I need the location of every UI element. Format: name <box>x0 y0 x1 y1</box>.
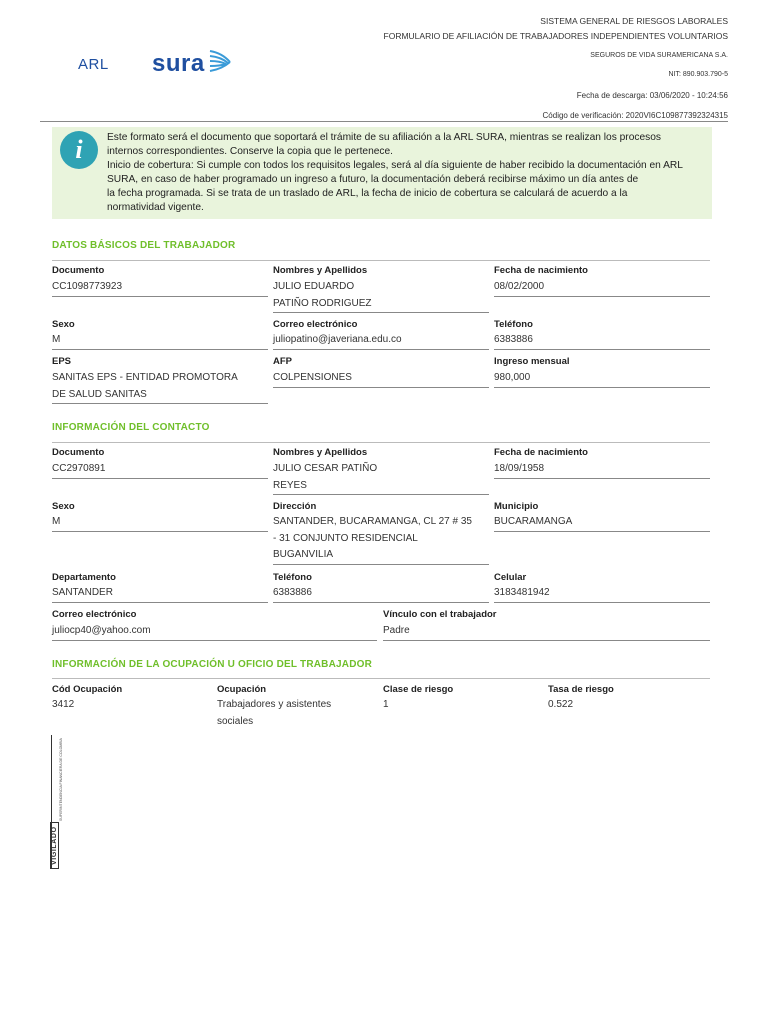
contact-departamento-value: SANTANDER <box>52 585 268 603</box>
contact-nacimiento-label: Fecha de nacimiento <box>494 447 588 458</box>
contact-telefono-label: Teléfono <box>273 572 312 583</box>
occupation-clase-label: Clase de riesgo <box>383 684 454 695</box>
vigilado-text: VIGILADO <box>50 822 59 869</box>
contact-direccion-label: Dirección <box>273 501 317 512</box>
contact-nacimiento-value: 18/09/1958 <box>494 461 710 479</box>
occupation-tasa-value: 0.522 <box>548 699 574 710</box>
contact-section-title: INFORMACIÓN DEL CONTACTO <box>52 422 210 433</box>
header-verification-code: Código de verificación: 2020VI6C109877392324315 <box>542 111 728 120</box>
worker-afp-value: COLPENSIONES <box>273 370 489 388</box>
worker-section-title: DATOS BÁSICOS DEL TRABAJADOR <box>52 240 236 251</box>
contact-departamento-label: Departamento <box>52 572 116 583</box>
worker-documento-value: CC1098773923 <box>52 279 268 297</box>
worker-correo-label: Correo electrónico <box>273 319 358 330</box>
arl-sura-logo <box>52 40 272 90</box>
logo-arl-text: ARL <box>78 56 109 73</box>
contact-celular-value: 3183481942 <box>494 585 710 603</box>
header-system-title: SISTEMA GENERAL DE RIESGOS LABORALES <box>540 16 728 26</box>
contact-sexo-value: M <box>52 514 268 532</box>
header-download-date: Fecha de descarga: 03/06/2020 - 10:24:56 <box>576 91 728 100</box>
contact-nombres-value: JULIO CESAR PATIÑO REYES <box>273 461 489 495</box>
worker-sexo-label: Sexo <box>52 319 75 330</box>
contact-vinculo-value: Padre <box>383 623 710 641</box>
worker-nacimiento-label: Fecha de nacimiento <box>494 265 588 276</box>
header-form-title: FORMULARIO DE AFILIACIÓN DE TRABAJADORES INDEPENDIENTES VOLUNTARIOS <box>383 31 728 41</box>
notice-line: SURA, en caso de haber programado un ingreso a futuro, la documentación deberá recibirse máximo un día antes de <box>107 173 639 185</box>
occupation-section-divider <box>52 678 710 679</box>
worker-nombres-label: Nombres y Apellidos <box>273 265 368 276</box>
notice-line: Este formato será el documento que soportará el trámite de su afiliación a la ARL SURA, mientras se realizan los procesos <box>107 132 661 143</box>
worker-ingreso-label: Ingreso mensual <box>494 356 570 367</box>
worker-correo-value: juliopatino@javeriana.edu.co <box>273 332 489 350</box>
contact-documento-label: Documento <box>52 447 105 458</box>
occupation-section-title: INFORMACIÓN DE LA OCUPACIÓN U OFICIO DEL TRABAJADOR <box>52 659 373 670</box>
contact-vinculo-label: Vínculo con el trabajador <box>383 609 497 620</box>
contact-sexo-label: Sexo <box>52 501 75 512</box>
header-divider <box>40 121 728 122</box>
logo-sura-text: sura <box>152 50 205 77</box>
contact-direccion-value: SANTANDER, BUCARAMANGA, CL 27 # 35 - 31 CONJUNTO RESIDENCIAL BUGANVILIA <box>273 514 489 565</box>
vigilado-stamp <box>47 735 67 871</box>
worker-documento-label: Documento <box>52 265 105 276</box>
header-company: SEGUROS DE VIDA SURAMERICANA S.A. <box>590 52 728 59</box>
notice-box <box>52 127 712 219</box>
worker-telefono-label: Teléfono <box>494 319 533 330</box>
notice-text <box>107 131 707 214</box>
worker-nacimiento-value: 08/02/2000 <box>494 279 710 297</box>
occupation-ocupacion-value: Trabajadores y asistentes sociales <box>217 699 332 727</box>
contact-municipio-value: BUCARAMANGA <box>494 514 710 532</box>
occupation-clase-value: 1 <box>383 699 389 710</box>
contact-correo-label: Correo electrónico <box>52 609 137 620</box>
sura-swoosh-icon <box>208 47 234 77</box>
worker-sexo-value: M <box>52 332 268 350</box>
notice-line: normatividad vigente. <box>107 201 204 213</box>
worker-ingreso-value: 980,000 <box>494 370 710 388</box>
contact-municipio-label: Municipio <box>494 501 539 512</box>
notice-line: la fecha programada. Si se trata de un traslado de ARL, la fecha de inicio de cobertura se calculará de acuerdo a la <box>107 187 628 199</box>
worker-eps-value: SANITAS EPS - ENTIDAD PROMOTORA DE SALUD SANITAS <box>52 370 268 404</box>
info-icon: i <box>60 131 98 169</box>
occupation-cod-label: Cód Ocupación <box>52 684 123 695</box>
worker-telefono-value: 6383886 <box>494 332 710 350</box>
contact-telefono-value: 6383886 <box>273 585 489 603</box>
contact-correo-value: juliocp40@yahoo.com <box>52 623 377 641</box>
contact-documento-value: CC2970891 <box>52 461 268 479</box>
contact-celular-label: Celular <box>494 572 527 583</box>
contact-section-divider <box>52 442 710 443</box>
worker-section-divider <box>52 260 710 261</box>
header-nit: NIT: 890.903.790-5 <box>668 71 728 78</box>
worker-nombres-value: JULIO EDUARDO PATIÑO RODRIGUEZ <box>273 279 489 313</box>
notice-line: Inicio de cobertura: Si cumple con todos los requisitos legales, será al día siguiente de haber recibido la documentación en ARL <box>107 159 683 171</box>
vigilado-superintendencia: SUPERINTENDENCIA FINANCIERA DE COLOMBIA <box>59 738 63 821</box>
notice-line: internos correspondientes. Conserve la copia que le pertenece. <box>107 145 393 157</box>
worker-eps-label: EPS <box>52 356 72 367</box>
worker-afp-label: AFP <box>273 356 292 367</box>
occupation-tasa-label: Tasa de riesgo <box>548 684 614 695</box>
occupation-cod-value: 3412 <box>52 699 75 710</box>
contact-nombres-label: Nombres y Apellidos <box>273 447 368 458</box>
occupation-ocupacion-label: Ocupación <box>217 684 267 695</box>
